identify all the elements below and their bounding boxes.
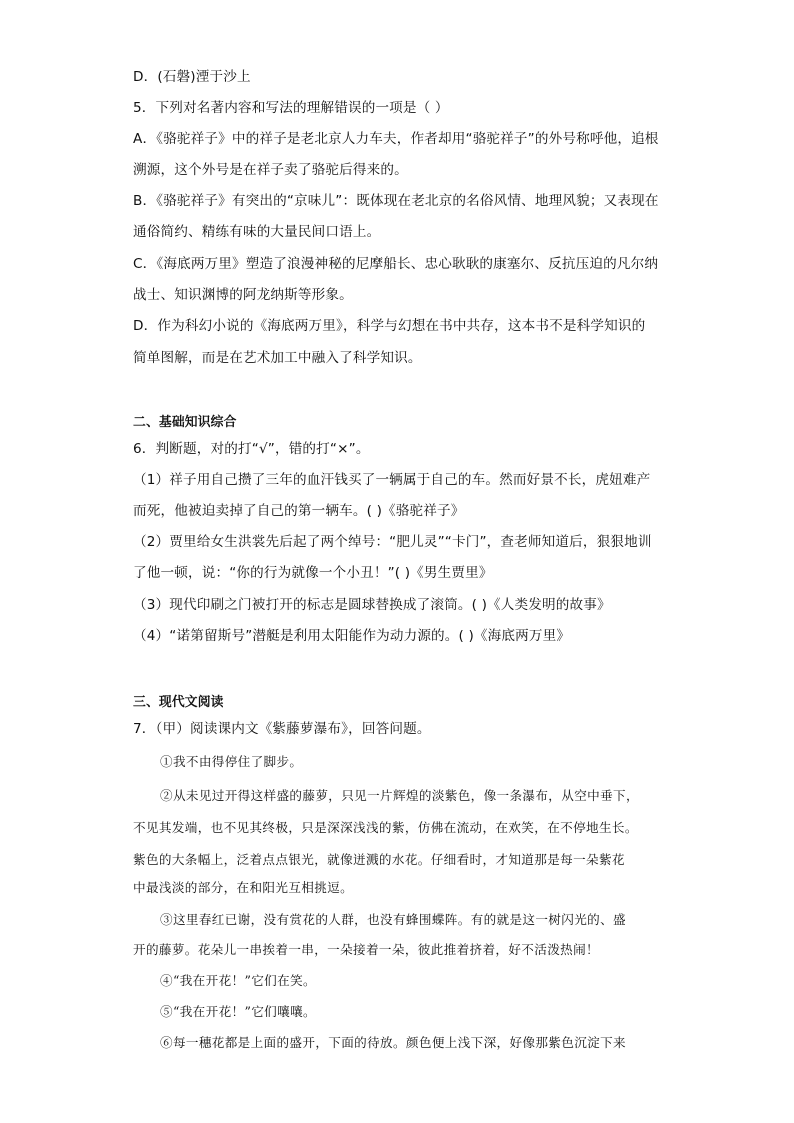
section2-heading: 二、基础知识综合	[133, 415, 237, 430]
q6-item4: （4）“诺第留斯号”潜艇是利用太阳能作为动力源的。( )《海底两万里》	[133, 628, 571, 644]
passage-para-2-line2: 不见其发端，也不见其终极，只是深深浅浅的紫，仿佛在流动，在欢笑，在不停地生长。	[133, 820, 638, 835]
q5-option-d-line1: D．作为科幻小说的《海底两万里》，科学与幻想在书中共存，这本书不是科学知识的	[133, 318, 646, 334]
q5-option-b-line1: B．《骆驼祥子》有突出的“京味儿”：既体现在老北京的名俗风情、地理风貌；又表现在	[133, 193, 659, 209]
section3-heading: 三、现代文阅读	[133, 695, 224, 710]
q4-option-d: D．(石磐)湮于沙上	[133, 69, 251, 85]
passage-para-2-line3: 紫色的大条幅上，泛着点点银光，就像迸溅的水花。仔细看时，才知道那是每一朵紫花	[133, 852, 625, 867]
q7-stem: 7．（甲）阅读课内文《紫藤萝瀑布》，回答问题。	[133, 721, 431, 737]
q5-option-d-line2: 简单图解，而是在艺术加工中融入了科学知识。	[133, 350, 422, 366]
q6-item2-line1: （2）贾里给女生洪裳先后起了两个绰号：“肥儿灵”“卡门”，查老师知道后，狠狠地训	[133, 534, 652, 550]
q5-option-c-line2: 战士、知识渊博的阿龙纳斯等形象。	[133, 287, 353, 303]
passage-para-2-line4: 中最浅淡的部分，在和阳光互相挑逗。	[133, 880, 354, 895]
passage-para-1: ①我不由得停住了脚步。	[160, 754, 303, 769]
passage-para-4: ④“我在开花！”它们在笑。	[160, 973, 316, 988]
q6-item3: （3）现代印刷之门被打开的标志是圆球替换成了滚筒。( )《人类发明的故事》	[133, 597, 611, 613]
q6-item1-line1: （1）祥子用自己攒了三年的血汗钱买了一辆属于自己的车。然而好景不长，虎妞难产	[133, 472, 651, 488]
passage-para-3-line1: ③这里春红已谢，没有赏花的人群，也没有蜂围蝶阵。有的就是这一树闪光的、盛	[160, 912, 626, 927]
q5-stem: 5．下列对名著内容和写法的理解错误的一项是（ ）	[133, 100, 449, 116]
q6-stem: 6．判断题，对的打“√”，错的打“×”。	[133, 441, 370, 457]
q6-item1-line2: 而死，他被迫卖掉了自己的第一辆车。( )《骆驼祥子》	[133, 503, 465, 519]
q5-option-a-line2: 溯源，这个外号是在祥子卖了骆驼后得来的。	[133, 162, 408, 178]
q5-option-a-line1: A．《骆驼祥子》中的祥子是老北京人力车夫，作者却用“骆驼祥子”的外号称呼他，追根	[133, 131, 659, 147]
passage-para-3-line2: 开的藤萝。花朵儿一串挨着一串，一朵接着一朵，彼此推着挤着，好不活泼热闹！	[133, 942, 599, 957]
q5-option-b-line2: 通俗简约、精练有味的大量民间口语上。	[133, 224, 381, 240]
passage-para-5: ⑤“我在开花！”它们嚷嚷。	[160, 1004, 316, 1019]
passage-para-6-line1: ⑥每一穗花都是上面的盛开，下面的待放。颜色便上浅下深，好像那紫色沉淀下来	[160, 1035, 626, 1050]
q6-item2-line2: 了他一顿，说：“你的行为就像一个小丑！”( )《男生贾里》	[133, 565, 493, 581]
passage-para-2-line1: ②从未见过开得这样盛的藤萝，只见一片辉煌的淡紫色，像一条瀑布，从空中垂下，	[160, 788, 639, 803]
q5-option-c-line1: C．《海底两万里》塑造了浪漫神秘的尼摩船长、忠心耿耿的康塞尔、反抗压迫的凡尔纳	[133, 256, 659, 272]
